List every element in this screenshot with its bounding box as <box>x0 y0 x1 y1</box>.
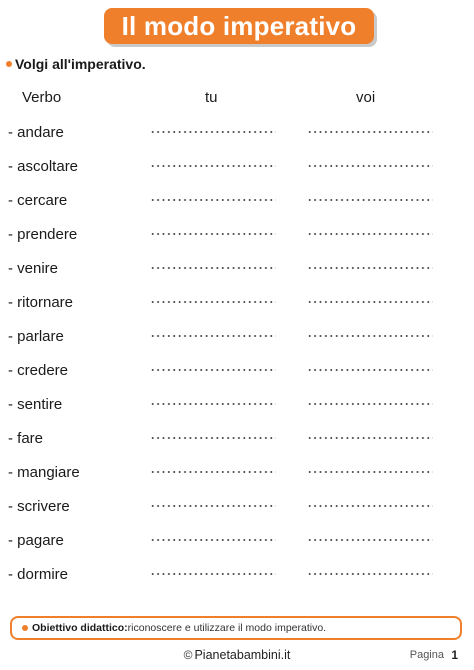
verb-label: - sentire <box>8 396 63 413</box>
verb-label: - cercare <box>8 192 68 209</box>
exercise-row <box>0 158 474 178</box>
verb-label: - ascoltare <box>8 158 79 175</box>
answer-line-tu[interactable] <box>150 267 276 269</box>
brand-name: Pianetabambini.it <box>194 648 291 662</box>
verb-label: - venire <box>8 260 59 277</box>
exercise-row <box>0 362 474 382</box>
answer-line-voi[interactable] <box>307 199 433 201</box>
answer-line-voi[interactable] <box>307 437 433 439</box>
page-title: Il modo imperativo <box>121 10 357 41</box>
answer-line-voi[interactable] <box>307 573 433 575</box>
copyright-icon: © <box>183 648 193 662</box>
exercise-row <box>0 464 474 484</box>
objective-label: Obiettivo didattico: <box>32 622 128 634</box>
objective-text: riconoscere e utilizzare il modo imperativo. <box>127 622 327 634</box>
exercise-row <box>0 396 474 416</box>
instruction <box>6 56 146 72</box>
answer-line-voi[interactable] <box>307 131 433 133</box>
answer-line-tu[interactable] <box>150 165 276 167</box>
verb-label: - andare <box>8 124 64 141</box>
page-number: 1 <box>451 648 458 662</box>
verb-label: - mangiare <box>8 464 80 481</box>
answer-line-tu[interactable] <box>150 471 276 473</box>
answer-line-voi[interactable] <box>307 301 433 303</box>
answer-line-voi[interactable] <box>307 471 433 473</box>
answer-line-voi[interactable] <box>307 403 433 405</box>
answer-line-voi[interactable] <box>307 505 433 507</box>
verb-label: - prendere <box>8 226 78 243</box>
answer-line-voi[interactable] <box>307 335 433 337</box>
answer-line-tu[interactable] <box>150 199 276 201</box>
bullet-icon <box>6 61 12 67</box>
answer-line-voi[interactable] <box>307 165 433 167</box>
exercise-row <box>0 532 474 552</box>
verb-label: - parlare <box>8 328 64 345</box>
learning-objective-box <box>10 616 462 640</box>
bullet-icon <box>22 625 28 631</box>
exercise-row <box>0 124 474 144</box>
column-header-voi: voi <box>356 89 376 106</box>
verb-label: - pagare <box>8 532 64 549</box>
answer-line-tu[interactable] <box>150 335 276 337</box>
column-header-verb: Verbo <box>22 89 62 106</box>
exercise-row <box>0 430 474 450</box>
answer-line-voi[interactable] <box>307 539 433 541</box>
column-header-tu: tu <box>205 89 218 106</box>
exercise-row <box>0 498 474 518</box>
verb-label: - ritornare <box>8 294 74 311</box>
answer-line-tu[interactable] <box>150 131 276 133</box>
verb-label: - credere <box>8 362 69 379</box>
exercise-row <box>0 328 474 348</box>
answer-line-tu[interactable] <box>150 505 276 507</box>
exercise-row <box>0 226 474 246</box>
answer-line-tu[interactable] <box>150 369 276 371</box>
answer-line-tu[interactable] <box>150 573 276 575</box>
page-label: Pagina <box>409 649 444 661</box>
exercise-row <box>0 260 474 280</box>
answer-line-tu[interactable] <box>150 539 276 541</box>
answer-line-voi[interactable] <box>307 233 433 235</box>
verb-label: - fare <box>8 430 44 447</box>
exercise-row <box>0 192 474 212</box>
title-banner <box>104 8 374 44</box>
answer-line-tu[interactable] <box>150 403 276 405</box>
answer-line-tu[interactable] <box>150 301 276 303</box>
answer-line-voi[interactable] <box>307 267 433 269</box>
verb-label: - scrivere <box>8 498 70 515</box>
answer-line-tu[interactable] <box>150 233 276 235</box>
answer-line-tu[interactable] <box>150 437 276 439</box>
answer-line-voi[interactable] <box>307 369 433 371</box>
exercise-row <box>0 566 474 586</box>
brand <box>0 648 474 662</box>
exercise-row <box>0 294 474 314</box>
instruction-text: Volgi all'imperativo. <box>15 56 146 72</box>
verb-label: - dormire <box>8 566 69 583</box>
